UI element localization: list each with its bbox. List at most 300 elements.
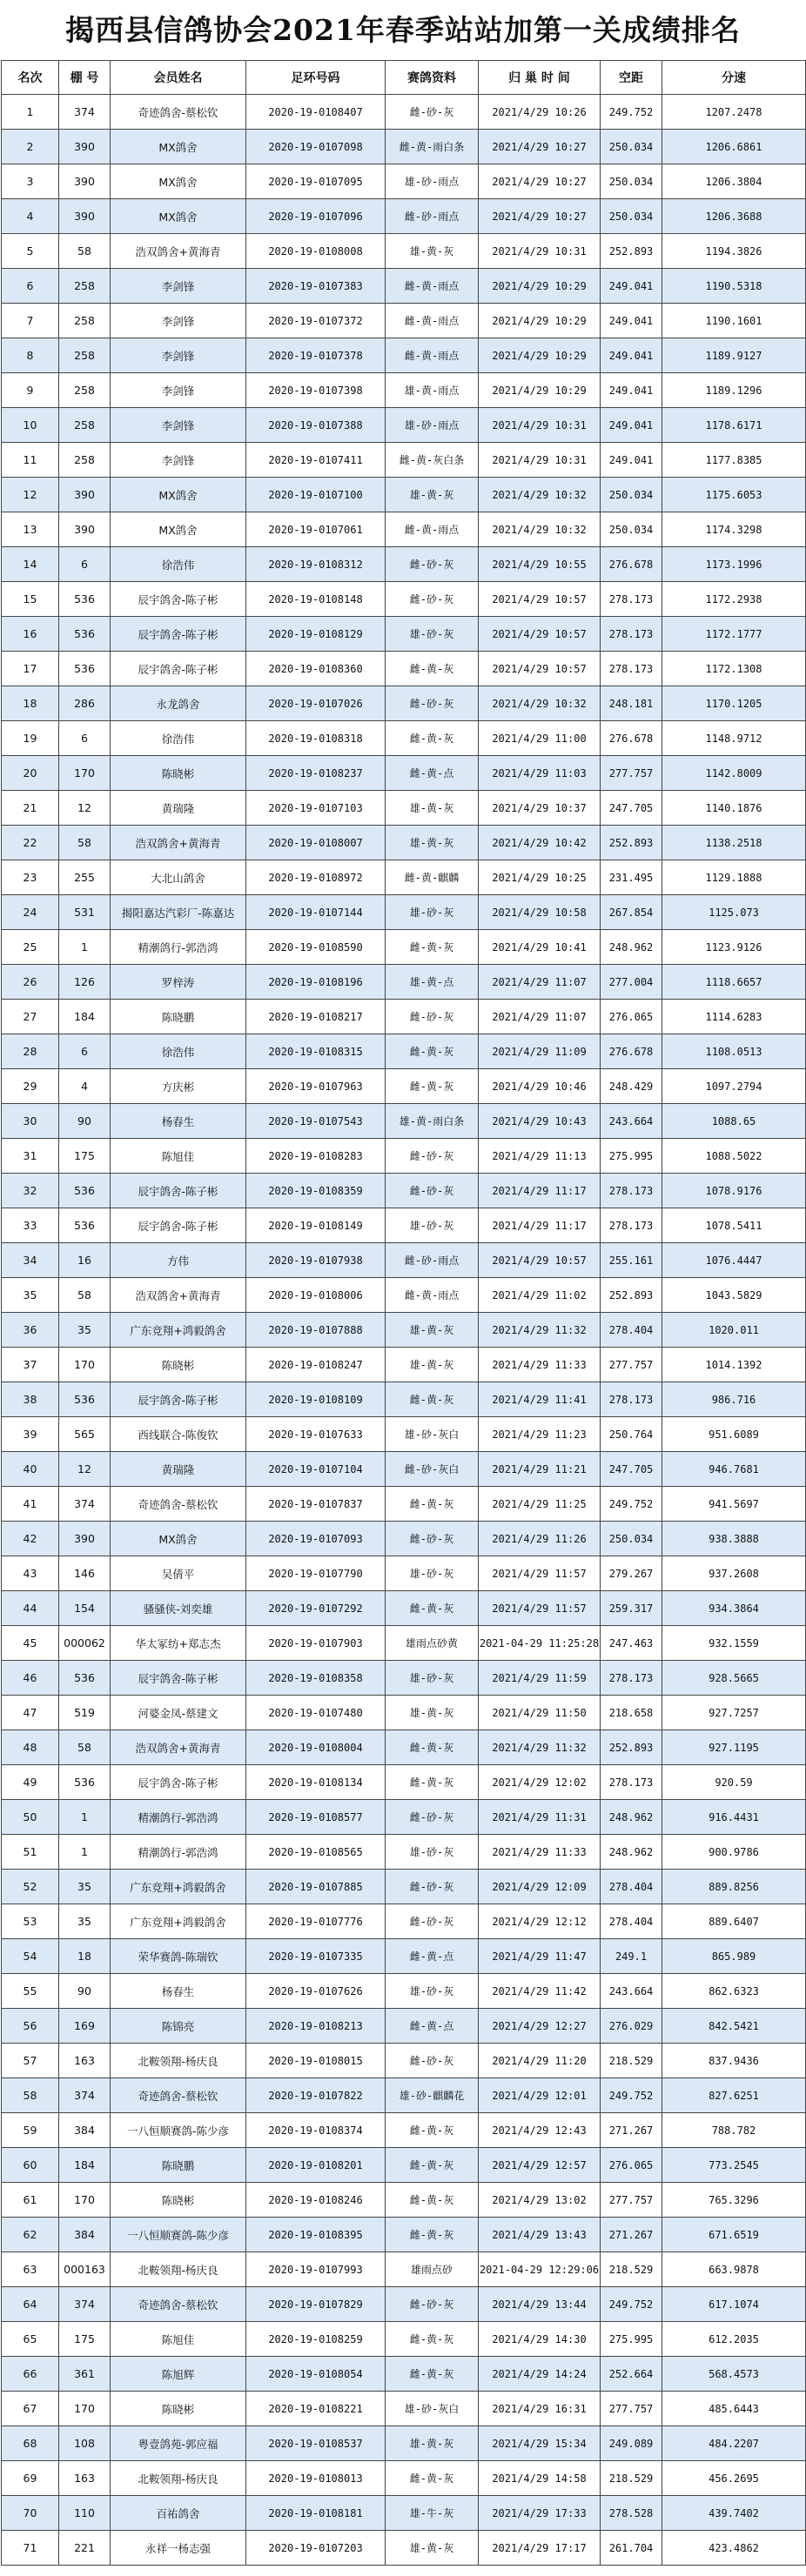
speed-cell: 1206.6861: [662, 130, 806, 164]
ring-cell: 2020-19-0108318: [246, 721, 386, 756]
table-row: [2, 512, 806, 547]
rank-cell: 35: [2, 1278, 59, 1313]
time-cell: 2021/4/29 10:29: [479, 304, 601, 338]
rank-cell: 67: [2, 2392, 59, 2426]
speed-cell: 986.716: [662, 1382, 806, 1417]
speed-cell: 1206.3804: [662, 164, 806, 199]
pigeon-cell: 雌-黄-点: [386, 2009, 479, 2044]
pigeon-cell: 雄-砂-雨点: [386, 408, 479, 443]
member-cell: 华太冢纺+郑志杰: [111, 1626, 246, 1661]
table-row: [2, 791, 806, 826]
member-cell: 精潮鸽行-郭浩鸿: [111, 1835, 246, 1870]
distance-cell: 250.034: [601, 164, 662, 199]
loft-cell: 163: [59, 2044, 111, 2078]
ring-cell: 2020-19-0107372: [246, 304, 386, 338]
results-table: [1, 60, 806, 2566]
speed-cell: 1078.5411: [662, 1208, 806, 1243]
member-cell: 陈晓鹏: [111, 2148, 246, 2183]
table-row: [2, 895, 806, 930]
speed-cell: 951.6089: [662, 1417, 806, 1452]
speed-cell: 439.7402: [662, 2496, 806, 2531]
distance-cell: 278.404: [601, 1904, 662, 1939]
pigeon-cell: 雄-黄-灰: [386, 791, 479, 826]
member-cell: 辰宇鸽舍-陈子彬: [111, 617, 246, 652]
rank-cell: 19: [2, 721, 59, 756]
speed-cell: 1138.2518: [662, 826, 806, 860]
loft-cell: 000163: [59, 2252, 111, 2287]
member-cell: 辰宇鸽舍-陈子彬: [111, 652, 246, 686]
time-cell: 2021/4/29 17:17: [479, 2531, 601, 2566]
ring-cell: 2020-19-0108359: [246, 1174, 386, 1208]
speed-cell: 842.5421: [662, 2009, 806, 2044]
table-row: [2, 1174, 806, 1208]
table-row: [2, 2287, 806, 2322]
member-cell: 李剑锋: [111, 373, 246, 408]
member-cell: MX鸽舍: [111, 512, 246, 547]
rank-cell: 32: [2, 1174, 59, 1208]
loft-cell: 565: [59, 1417, 111, 1452]
rank-cell: 21: [2, 791, 59, 826]
speed-cell: 1125.073: [662, 895, 806, 930]
time-cell: 2021/4/29 10:57: [479, 582, 601, 617]
speed-cell: 1088.65: [662, 1104, 806, 1139]
member-cell: 吴倩平: [111, 1556, 246, 1591]
member-cell: 陈晓彬: [111, 756, 246, 791]
distance-cell: 247.705: [601, 1452, 662, 1487]
member-cell: 荣华赛鸽-陈瑞钦: [111, 1939, 246, 1974]
loft-cell: 6: [59, 721, 111, 756]
time-cell: 2021/4/29 10:26: [479, 95, 601, 130]
member-cell: 奇迹鸽舍-蔡松钦: [111, 2078, 246, 2113]
loft-cell: 175: [59, 2322, 111, 2357]
time-cell: 2021/4/29 11:17: [479, 1174, 601, 1208]
speed-cell: 1190.5318: [662, 269, 806, 304]
time-cell: 2021/4/29 10:32: [479, 512, 601, 547]
pigeon-cell: 雌-砂-灰: [386, 686, 479, 721]
speed-cell: 927.7257: [662, 1696, 806, 1730]
pigeon-cell: 雌-黄-麒麟: [386, 860, 479, 895]
member-cell: 陈锦亮: [111, 2009, 246, 2044]
distance-cell: 278.404: [601, 1870, 662, 1904]
distance-cell: 247.705: [601, 791, 662, 826]
ring-cell: 2020-19-0108008: [246, 234, 386, 269]
col-time-header: 归 巢 时 间: [479, 61, 601, 95]
rank-cell: 11: [2, 443, 59, 478]
pigeon-cell: 雌-砂-灰: [386, 1139, 479, 1174]
ring-cell: 2020-19-0107480: [246, 1696, 386, 1730]
member-cell: 黄瑞隆: [111, 1452, 246, 1487]
speed-cell: 938.3888: [662, 1522, 806, 1556]
loft-cell: 12: [59, 791, 111, 826]
loft-cell: 170: [59, 1348, 111, 1382]
col-speed-header: 分速: [662, 61, 806, 95]
member-cell: 北鞍领翔-杨庆良: [111, 2044, 246, 2078]
member-cell: 李剑锋: [111, 408, 246, 443]
pigeon-cell: 雌-黄-雨点: [386, 338, 479, 373]
table-row: [2, 686, 806, 721]
table-row: [2, 2218, 806, 2252]
table-row: [2, 1591, 806, 1626]
speed-cell: 423.4862: [662, 2531, 806, 2566]
ring-cell: 2020-19-0108054: [246, 2357, 386, 2392]
time-cell: 2021/4/29 11:33: [479, 1835, 601, 1870]
speed-cell: 928.5665: [662, 1661, 806, 1696]
time-cell: 2021/4/29 10:37: [479, 791, 601, 826]
ring-cell: 2020-19-0108315: [246, 1034, 386, 1069]
table-row: [2, 373, 806, 408]
speed-cell: 1140.1876: [662, 791, 806, 826]
speed-cell: 946.7681: [662, 1452, 806, 1487]
table-row: [2, 2496, 806, 2531]
speed-cell: 485.6443: [662, 2392, 806, 2426]
ring-cell: 2020-19-0108374: [246, 2113, 386, 2148]
table-row: [2, 2461, 806, 2496]
distance-cell: 249.752: [601, 2078, 662, 2113]
table-row: [2, 965, 806, 1000]
rank-cell: 27: [2, 1000, 59, 1034]
member-cell: 奇迹鸽舍-蔡松钦: [111, 1487, 246, 1522]
time-cell: 2021/4/29 11:57: [479, 1591, 601, 1626]
speed-cell: 1118.6657: [662, 965, 806, 1000]
time-cell: 2021/4/29 13:44: [479, 2287, 601, 2322]
ring-cell: 2020-19-0107633: [246, 1417, 386, 1452]
member-cell: 辰宇鸽舍-陈子彬: [111, 1382, 246, 1417]
pigeon-cell: 雌-砂-灰: [386, 1870, 479, 1904]
loft-cell: 1: [59, 930, 111, 965]
time-cell: 2021/4/29 11:00: [479, 721, 601, 756]
member-cell: 辰宇鸽舍-陈子彬: [111, 1765, 246, 1800]
speed-cell: 920.59: [662, 1765, 806, 1800]
loft-cell: 374: [59, 2078, 111, 2113]
time-cell: 2021/4/29 10:27: [479, 199, 601, 234]
ring-cell: 2020-19-0107963: [246, 1069, 386, 1104]
member-cell: 方伟: [111, 1243, 246, 1278]
member-cell: 李剑锋: [111, 304, 246, 338]
rank-cell: 1: [2, 95, 59, 130]
speed-cell: 1172.1308: [662, 652, 806, 686]
table-row: [2, 2357, 806, 2392]
member-cell: 一八恒顺赛鸽-陈少彦: [111, 2218, 246, 2252]
loft-cell: 374: [59, 95, 111, 130]
distance-cell: 249.041: [601, 338, 662, 373]
speed-cell: 1020.011: [662, 1313, 806, 1348]
distance-cell: 218.658: [601, 1696, 662, 1730]
ring-cell: 2020-19-0108972: [246, 860, 386, 895]
rank-cell: 69: [2, 2461, 59, 2496]
ring-cell: 2020-19-0108259: [246, 2322, 386, 2357]
loft-cell: 184: [59, 2148, 111, 2183]
speed-cell: 1123.9126: [662, 930, 806, 965]
loft-cell: 536: [59, 652, 111, 686]
time-cell: 2021/4/29 16:31: [479, 2392, 601, 2426]
rank-cell: 33: [2, 1208, 59, 1243]
member-cell: 辰宇鸽舍-陈子彬: [111, 1661, 246, 1696]
loft-cell: 1: [59, 1800, 111, 1835]
distance-cell: 278.173: [601, 1765, 662, 1800]
pigeon-cell: 雌-黄-灰: [386, 1034, 479, 1069]
distance-cell: 255.161: [601, 1243, 662, 1278]
loft-cell: 90: [59, 1974, 111, 2009]
member-cell: 杨春生: [111, 1974, 246, 2009]
table-row: [2, 2078, 806, 2113]
rank-cell: 55: [2, 1974, 59, 2009]
pigeon-cell: 雌-黄-雨点: [386, 269, 479, 304]
pigeon-cell: 雄-砂-灰: [386, 617, 479, 652]
rank-cell: 47: [2, 1696, 59, 1730]
ring-cell: 2020-19-0107335: [246, 1939, 386, 1974]
distance-cell: 243.664: [601, 1104, 662, 1139]
time-cell: 2021/4/29 11:09: [479, 1034, 601, 1069]
time-cell: 2021/4/29 11:59: [479, 1661, 601, 1696]
member-cell: 李剑锋: [111, 338, 246, 373]
ring-cell: 2020-19-0108537: [246, 2426, 386, 2461]
pigeon-cell: 雌-砂-灰: [386, 2287, 479, 2322]
loft-cell: 258: [59, 408, 111, 443]
table-row: [2, 2044, 806, 2078]
distance-cell: 275.995: [601, 1139, 662, 1174]
rank-cell: 53: [2, 1904, 59, 1939]
table-row: [2, 1208, 806, 1243]
pigeon-cell: 雄-砂-灰: [386, 1974, 479, 2009]
ring-cell: 2020-19-0107026: [246, 686, 386, 721]
col-loft-header: 棚 号: [59, 61, 111, 95]
distance-cell: 249.089: [601, 2426, 662, 2461]
distance-cell: 218.529: [601, 2461, 662, 2496]
distance-cell: 278.173: [601, 617, 662, 652]
member-cell: MX鸽舍: [111, 478, 246, 512]
speed-cell: 1142.8009: [662, 756, 806, 791]
distance-cell: 252.893: [601, 826, 662, 860]
rank-cell: 44: [2, 1591, 59, 1626]
distance-cell: 277.757: [601, 756, 662, 791]
loft-cell: 536: [59, 617, 111, 652]
pigeon-cell: 雌-砂-灰: [386, 1174, 479, 1208]
member-cell: 西线联合-陈俊钦: [111, 1417, 246, 1452]
member-cell: 奇迹鸽舍-蔡松钦: [111, 2287, 246, 2322]
table-row: [2, 1556, 806, 1591]
table-row: [2, 1000, 806, 1034]
time-cell: 2021/4/29 10:55: [479, 547, 601, 582]
pigeon-cell: 雌-黄-灰: [386, 930, 479, 965]
ring-cell: 2020-19-0107822: [246, 2078, 386, 2113]
speed-cell: 1114.6283: [662, 1000, 806, 1034]
pigeon-cell: 雄雨点砂黄: [386, 1626, 479, 1661]
rank-cell: 31: [2, 1139, 59, 1174]
loft-cell: 536: [59, 1382, 111, 1417]
time-cell: 2021/4/29 11:32: [479, 1730, 601, 1765]
loft-cell: 536: [59, 1208, 111, 1243]
table-row: [2, 95, 806, 130]
distance-cell: 250.034: [601, 478, 662, 512]
ring-cell: 2020-19-0108312: [246, 547, 386, 582]
table-row: [2, 1487, 806, 1522]
table-row: [2, 1278, 806, 1313]
table-row: [2, 1939, 806, 1974]
loft-cell: 536: [59, 1174, 111, 1208]
time-cell: 2021/4/29 12:12: [479, 1904, 601, 1939]
ring-cell: 2020-19-0107626: [246, 1974, 386, 2009]
ring-cell: 2020-19-0107790: [246, 1556, 386, 1591]
time-cell: 2021/4/29 12:01: [479, 2078, 601, 2113]
table-row: [2, 1765, 806, 1800]
speed-cell: 1194.3826: [662, 234, 806, 269]
time-cell: 2021/4/29 10:58: [479, 895, 601, 930]
pigeon-cell: 雌-黄-灰: [386, 1730, 479, 1765]
ring-cell: 2020-19-0107378: [246, 338, 386, 373]
pigeon-cell: 雌-砂-灰: [386, 1000, 479, 1034]
speed-cell: 837.9436: [662, 2044, 806, 2078]
speed-cell: 827.6251: [662, 2078, 806, 2113]
rank-cell: 61: [2, 2183, 59, 2218]
table-row: [2, 860, 806, 895]
time-cell: 2021/4/29 12:09: [479, 1870, 601, 1904]
distance-cell: 249.1: [601, 1939, 662, 1974]
member-cell: 陈晓鹏: [111, 1000, 246, 1034]
time-cell: 2021/4/29 10:31: [479, 408, 601, 443]
time-cell: 2021/4/29 10:27: [479, 164, 601, 199]
member-cell: 陈旭佳: [111, 2322, 246, 2357]
member-cell: MX鸽舍: [111, 199, 246, 234]
loft-cell: 6: [59, 1034, 111, 1069]
loft-cell: 126: [59, 965, 111, 1000]
pigeon-cell: 雌-砂-灰: [386, 95, 479, 130]
ring-cell: 2020-19-0107837: [246, 1487, 386, 1522]
distance-cell: 261.704: [601, 2531, 662, 2566]
table-row: [2, 2322, 806, 2357]
distance-cell: 252.893: [601, 234, 662, 269]
speed-cell: 900.9786: [662, 1835, 806, 1870]
pigeon-cell: 雄-砂-灰: [386, 1556, 479, 1591]
distance-cell: 248.962: [601, 930, 662, 965]
loft-cell: 16: [59, 1243, 111, 1278]
loft-cell: 390: [59, 199, 111, 234]
loft-cell: 6: [59, 547, 111, 582]
table-row: [2, 1904, 806, 1939]
pigeon-cell: 雄-黄-灰: [386, 2426, 479, 2461]
ring-cell: 2020-19-0107776: [246, 1904, 386, 1939]
loft-cell: 384: [59, 2218, 111, 2252]
ring-cell: 2020-19-0108201: [246, 2148, 386, 2183]
loft-cell: 390: [59, 1522, 111, 1556]
member-cell: 广东竞翔+鸿毅鸽舍: [111, 1904, 246, 1939]
member-cell: 广东竞翔+鸿毅鸽舍: [111, 1870, 246, 1904]
speed-cell: 1206.3688: [662, 199, 806, 234]
distance-cell: 249.041: [601, 373, 662, 408]
speed-cell: 1189.9127: [662, 338, 806, 373]
loft-cell: 58: [59, 1278, 111, 1313]
ring-cell: 2020-19-0108129: [246, 617, 386, 652]
time-cell: 2021/4/29 14:24: [479, 2357, 601, 2392]
loft-cell: 170: [59, 756, 111, 791]
speed-cell: 1078.9176: [662, 1174, 806, 1208]
pigeon-cell: 雌-黄-灰: [386, 2148, 479, 2183]
speed-cell: 889.8256: [662, 1870, 806, 1904]
ring-cell: 2020-19-0107096: [246, 199, 386, 234]
ring-cell: 2020-19-0108407: [246, 95, 386, 130]
rank-cell: 59: [2, 2113, 59, 2148]
time-cell: 2021/4/29 11:20: [479, 2044, 601, 2078]
time-cell: 2021/4/29 10:32: [479, 478, 601, 512]
member-cell: 徐浩伟: [111, 721, 246, 756]
speed-cell: 568.4573: [662, 2357, 806, 2392]
rank-cell: 10: [2, 408, 59, 443]
time-cell: 2021/4/29 11:07: [479, 965, 601, 1000]
loft-cell: 286: [59, 686, 111, 721]
speed-cell: 765.3296: [662, 2183, 806, 2218]
time-cell: 2021/4/29 13:43: [479, 2218, 601, 2252]
time-cell: 2021/4/29 17:33: [479, 2496, 601, 2531]
rank-cell: 20: [2, 756, 59, 791]
member-cell: 浩双鸽舍+黄海青: [111, 234, 246, 269]
loft-cell: 374: [59, 2287, 111, 2322]
ring-cell: 2020-19-0107104: [246, 1452, 386, 1487]
rank-cell: 24: [2, 895, 59, 930]
rank-cell: 3: [2, 164, 59, 199]
ring-cell: 2020-19-0108360: [246, 652, 386, 686]
member-cell: 精潮鸽行-郭浩鸿: [111, 1800, 246, 1835]
distance-cell: 277.004: [601, 965, 662, 1000]
speed-cell: 927.1195: [662, 1730, 806, 1765]
speed-cell: 862.6323: [662, 1974, 806, 2009]
member-cell: 北鞍领翔-杨庆良: [111, 2461, 246, 2496]
rank-cell: 5: [2, 234, 59, 269]
rank-cell: 36: [2, 1313, 59, 1348]
pigeon-cell: 雌-黄-灰: [386, 652, 479, 686]
member-cell: 揭阳嘉达汽彩厂-陈嘉达: [111, 895, 246, 930]
table-row: [2, 1313, 806, 1348]
time-cell: 2021/4/29 10:43: [479, 1104, 601, 1139]
loft-cell: 154: [59, 1591, 111, 1626]
member-cell: 一八恒顺赛鸽-陈少彦: [111, 2113, 246, 2148]
distance-cell: 250.034: [601, 199, 662, 234]
distance-cell: 278.173: [601, 1661, 662, 1696]
table-row: [2, 1870, 806, 1904]
distance-cell: 249.752: [601, 1487, 662, 1522]
rank-cell: 7: [2, 304, 59, 338]
member-cell: 陈晓彬: [111, 1348, 246, 1382]
rank-cell: 57: [2, 2044, 59, 2078]
pigeon-cell: 雌-砂-雨点: [386, 199, 479, 234]
distance-cell: 231.495: [601, 860, 662, 895]
speed-cell: 663.9878: [662, 2252, 806, 2287]
member-cell: 李剑锋: [111, 443, 246, 478]
loft-cell: 163: [59, 2461, 111, 2496]
col-rank-header: 名次: [2, 61, 59, 95]
ring-cell: 2020-19-0108358: [246, 1661, 386, 1696]
member-cell: 李剑锋: [111, 269, 246, 304]
ring-cell: 2020-19-0108196: [246, 965, 386, 1000]
time-cell: 2021/4/29 11:07: [479, 1000, 601, 1034]
page-title: 揭西县信鸽协会2021年春季站站加第一关成绩排名: [65, 13, 741, 47]
pigeon-cell: 雌-黄-雨白条: [386, 130, 479, 164]
table-row: [2, 408, 806, 443]
time-cell: 2021/4/29 12:27: [479, 2009, 601, 2044]
loft-cell: 258: [59, 373, 111, 408]
distance-cell: 278.173: [601, 1174, 662, 1208]
rank-cell: 9: [2, 373, 59, 408]
pigeon-cell: 雌-黄-灰: [386, 2357, 479, 2392]
pigeon-cell: 雄-砂-麒麟花: [386, 2078, 479, 2113]
loft-cell: 184: [59, 1000, 111, 1034]
rank-cell: 17: [2, 652, 59, 686]
rank-cell: 18: [2, 686, 59, 721]
rank-cell: 49: [2, 1765, 59, 1800]
rank-cell: 29: [2, 1069, 59, 1104]
rank-cell: 16: [2, 617, 59, 652]
loft-cell: 170: [59, 2392, 111, 2426]
time-cell: 2021/4/29 12:43: [479, 2113, 601, 2148]
table-row: [2, 547, 806, 582]
